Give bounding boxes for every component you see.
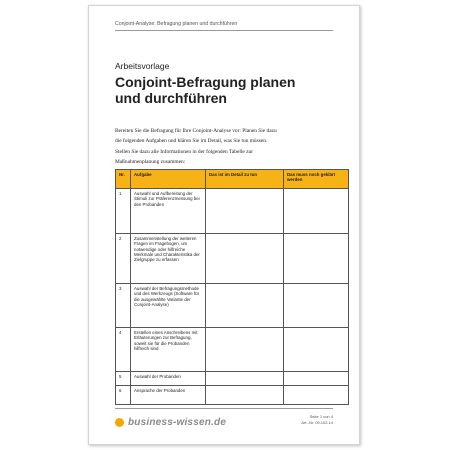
table-row [116,189,349,234]
intro-line: die folgenden Aufgaben und klären Sie im Detail, was Sie tun müssen. [115,138,268,145]
row-detail-cell[interactable] [206,372,284,386]
intro-line: Stellen Sie dazu alle Informationen in der folgenden Tabelle zur [115,148,253,155]
row-number: 3 [116,284,131,328]
row-task: Ansprache der Probanden [131,386,206,405]
brand-logo [115,415,226,429]
table-row [116,386,349,405]
page-info [301,414,333,426]
logo-text: business-wissen.de [128,416,227,428]
title-line: Conjoint-Befragung planen [115,74,296,90]
row-detail-cell[interactable] [206,189,284,234]
row-open-cell[interactable] [284,328,349,372]
article-number: Art.-Nr. 09.102.14 [301,420,333,425]
table-row [116,328,349,372]
document-page [88,5,360,445]
row-open-cell[interactable] [284,372,349,386]
row-number: 5 [116,372,131,386]
intro-paragraph [115,126,335,168]
running-header: Conjoint-Analyse: Befragung planen und durchführen [115,21,238,27]
row-open-cell[interactable] [284,386,349,405]
document-kicker: Arbeitsvorlage [115,61,170,71]
row-detail-cell[interactable] [206,284,284,328]
title-line: und durchführen [115,90,227,106]
row-number: 6 [116,386,131,405]
row-open-cell[interactable] [284,284,349,328]
document-title [115,74,345,106]
row-task: Zusammenstellung der weiteren Fragen im Fragebogen, um notwendige oder hilfreiche Merkmale und Charakteristika der Zielgruppe zu erfassen [131,234,206,284]
intro-line: Bereiten Sie die Befragung für Ihre Conjoint-Analyse vor: Planen Sie dazu [115,128,277,134]
planning-table [115,169,349,405]
table-row [116,372,349,386]
intro-line: Maßnahmenplanung zusammen: [115,159,186,166]
row-task: Erstellen eines Anschreibens mit Erläuterungen zur Befragung, soweit sie für die Probanden hilfreich sind [131,328,206,372]
page-number: Seite 1 von 4 [309,414,333,419]
row-number: 2 [116,234,131,284]
footer-divider [115,408,333,409]
table-row [116,234,349,284]
table-row [116,284,349,328]
row-detail-cell[interactable] [206,234,284,284]
column-header-open: Das muss noch geklärt werden [284,170,349,189]
row-number: 4 [116,328,131,372]
logo-dot-icon [115,418,124,427]
header-divider [115,30,333,31]
row-number: 1 [116,189,131,234]
row-task: Auswahl der Befragungsmethode und des Werkzeugs (Software für die ausgewählte Variante der Conjoint-Analyse) [131,284,206,328]
row-task: Auswahl und Aufbereitung der Stimuli zur Präferenzmessung bei den Probanden [131,189,206,234]
row-open-cell[interactable] [284,189,349,234]
row-task: Auswahl der Probanden [131,372,206,386]
row-open-cell[interactable] [284,234,349,284]
column-header-nr: Nr. [116,170,131,189]
row-detail-cell[interactable] [206,328,284,372]
table-header-row [116,170,349,189]
column-header-detail: Das ist im Detail zu tun [206,170,284,189]
column-header-task: Aufgabe [131,170,206,189]
row-detail-cell[interactable] [206,386,284,405]
